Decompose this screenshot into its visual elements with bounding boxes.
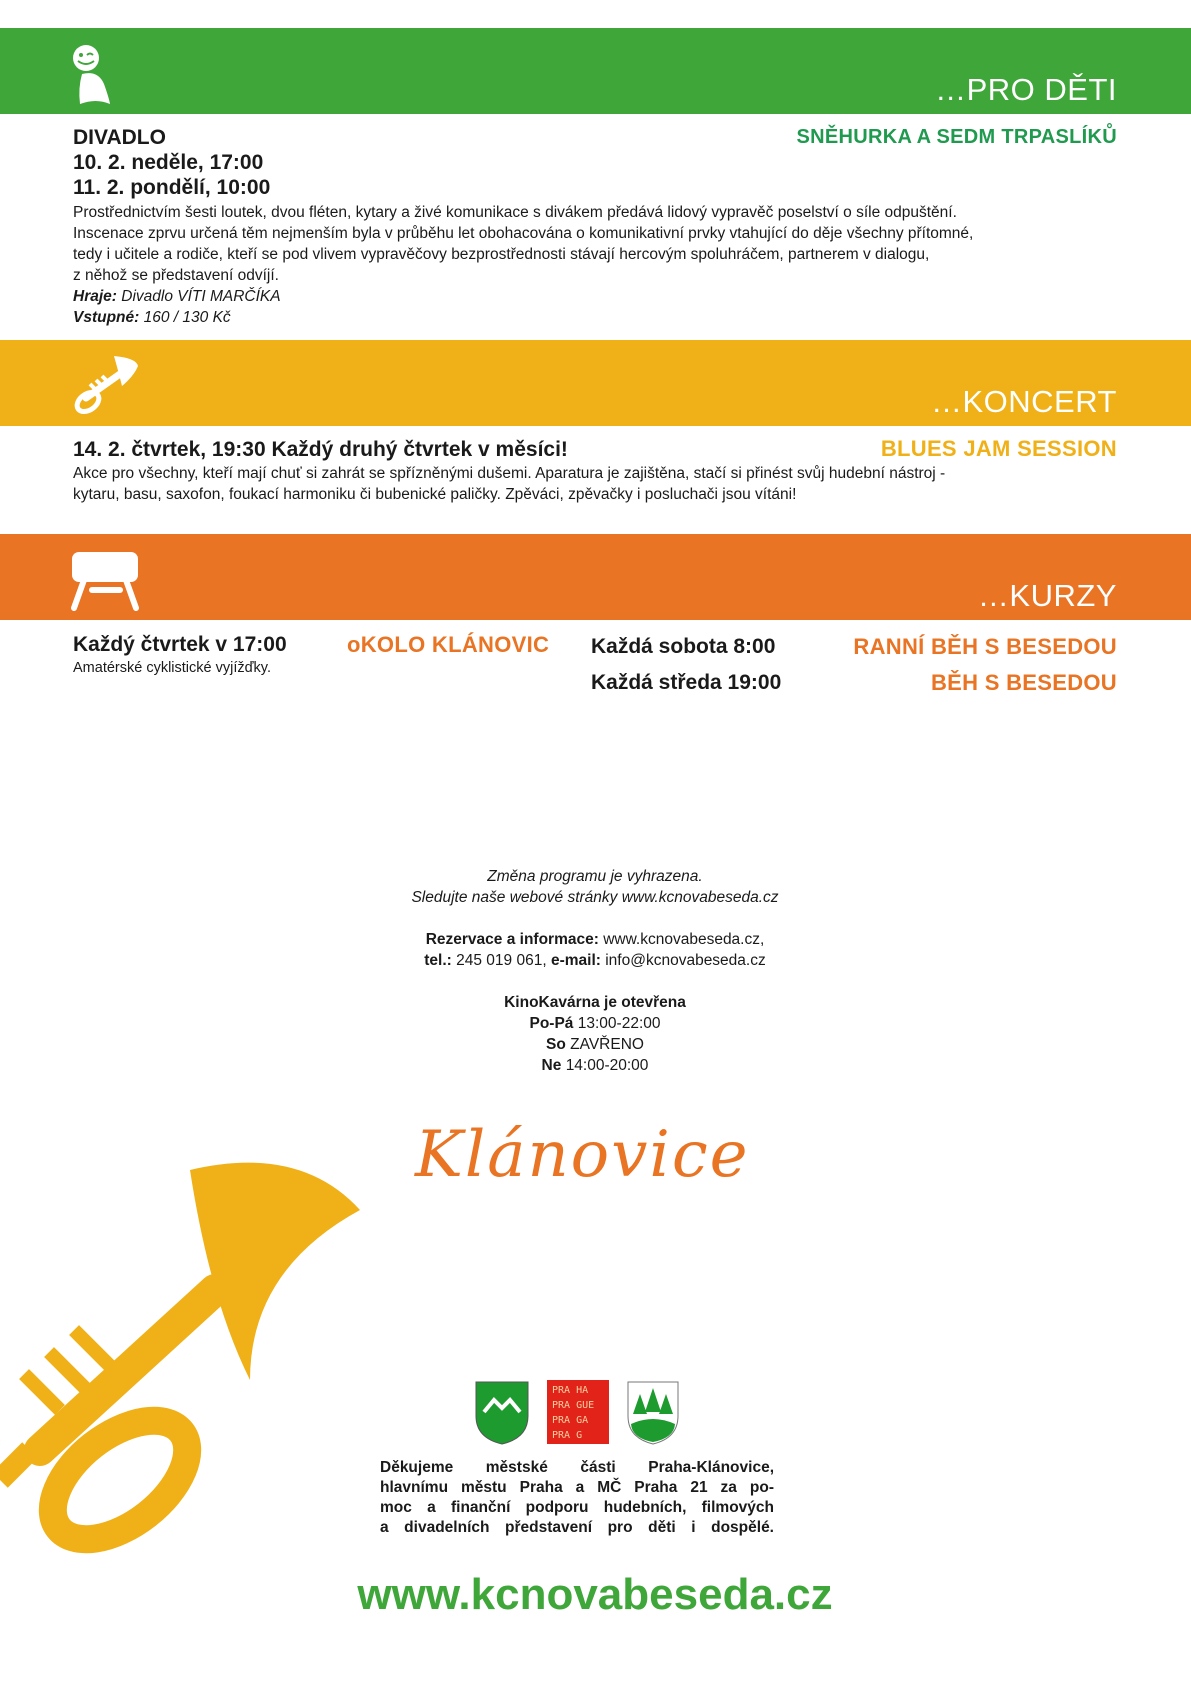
concert-when: 14. 2. čtvrtek, 19:30 Každý druhý čtvrtek v měsíci! (73, 438, 568, 461)
thanks-text (380, 1458, 774, 1538)
info-block (300, 866, 890, 1076)
hours-row-1 (300, 1013, 890, 1034)
hours-time-2: ZAVŘENO (570, 1036, 644, 1053)
hours-row-2 (300, 1034, 890, 1055)
klanovice-logo: Klánovice (415, 1118, 750, 1192)
website-link[interactable]: www.kcnovabeseda.cz (357, 1570, 833, 1619)
klanovice-coat-of-arms (474, 1380, 530, 1451)
reservation-label: Rezervace a informace: (425, 931, 599, 948)
concert-event-title: BLUES JAM SESSION (880, 436, 1117, 461)
course1-desc: Amatérské cyklistické vyjížďky. (73, 660, 271, 676)
kids-category: DIVADLO (73, 126, 166, 149)
hours-row-3 (300, 1055, 890, 1076)
kids-desc-line-2: Inscenace zprvu určená těm nejmenším byla v průběhu let obohacována o komunikativní prvky vtahující do děje všechny přítomné, (73, 225, 974, 242)
course1-title: oKOLO KLÁNOVIC (347, 632, 550, 657)
course3-title: BĚH S BESEDOU (930, 670, 1117, 695)
hours-day-2: So (546, 1036, 566, 1053)
kids-admission-label: Vstupné: (73, 309, 140, 326)
trumpet-illustration (0, 1150, 420, 1575)
band-title-kids: …PRO DĚTI (935, 72, 1117, 107)
concert-description (73, 463, 1133, 505)
kids-date-1: 10. 2. neděle, 17:00 (73, 151, 264, 174)
praha-logo (547, 1380, 609, 1444)
course2-title: RANNÍ BĚH S BESEDOU (853, 634, 1117, 659)
course2-when: Každá sobota 8:00 (591, 635, 776, 658)
kids-date-2: 11. 2. pondělí, 10:00 (73, 176, 271, 199)
cafe-title: KinoKavárna je otevřena (504, 994, 686, 1011)
hours-day-3: Ne (541, 1057, 562, 1074)
email-value: info@kcnovabeseda.cz (605, 952, 766, 969)
hours-time-1: 13:00-22:00 (577, 1015, 661, 1032)
table-icon (70, 550, 142, 617)
praha-logo-line-4: PRA G (552, 1430, 583, 1441)
kids-description (73, 202, 1133, 328)
contact-line (300, 950, 890, 971)
band-title-concert: …KONCERT (930, 384, 1117, 419)
kids-admission (73, 307, 1133, 328)
change-note: Změna programu je vyhrazena. (487, 868, 703, 885)
kids-desc-line-4: z něhož se představení odvíjí. (73, 267, 279, 284)
concert-desc-line-1: Akce pro všechny, kteří mají chuť si zahrát se spřízněnými dušemi. Aparatura je zajištěna, stačí si přinést svůj hudební nástroj - (73, 465, 946, 482)
tel-label: tel.: (424, 952, 452, 969)
courses-band (0, 534, 1191, 620)
thanks-line-1: Děkujeme městské části Praha-Klánovice, (380, 1459, 774, 1476)
course3-when: Každá středa 19:00 (591, 671, 782, 694)
kids-performer-value: Divadlo VÍTI MARČÍKA (121, 288, 281, 305)
reservation-value: www.kcnovabeseda.cz, (603, 931, 765, 948)
thanks-line-2: hlavnímu městu Praha a MČ Praha 21 za po- (380, 1479, 774, 1496)
kids-performer-label: Hraje: (73, 288, 117, 305)
kids-admission-value: 160 / 130 Kč (143, 309, 231, 326)
thanks-line-4: a divadelních představení pro děti i dospělé. (380, 1519, 774, 1536)
band-title-courses: …KURZY (977, 578, 1117, 613)
praha-logo-line-2: PRA GUE (552, 1400, 595, 1411)
kids-desc-line-3: tedy i učitele a rodiče, kteří se pod vlivem vypravěčovy bezprostřednosti stávají hercovým spoluhráčem, partnerem v dialogu, (73, 246, 930, 263)
kids-event-title: SNĚHURKA A SEDM TRPASLÍKŮ (796, 126, 1117, 148)
concert-desc-line-2: kytaru, basu, saxofon, foukací harmoniku či bubenické paličky. Zpěváci, zpěvačky i posluchači jsou vítáni! (73, 486, 797, 503)
tel-value: 245 019 061, (456, 952, 547, 969)
course1-when: Každý čtvrtek v 17:00 (73, 633, 287, 656)
trumpet-icon (70, 352, 142, 423)
email-label: e-mail: (550, 952, 601, 969)
hours-day-1: Po-Pá (529, 1015, 574, 1032)
thanks-line-3: moc a finanční podporu hudebních, filmových (380, 1499, 774, 1516)
praha-logo-line-1: PRA HA (552, 1385, 589, 1396)
praha-logo-line-3: PRA GA (552, 1415, 589, 1426)
reservation-line (300, 929, 890, 950)
follow-note: Sledujte naše webové stránky www.kcnovabeseda.cz (411, 889, 779, 906)
hours-time-3: 14:00-20:00 (565, 1057, 649, 1074)
child-icon (68, 40, 114, 111)
concert-band (0, 340, 1191, 426)
kids-desc-line-1: Prostřednictvím šesti loutek, dvou fléten, kytary a živé komunikace s divákem předává lidový vypravěč poselství o síle odpuštění. (73, 204, 957, 221)
praha21-coat-of-arms (626, 1380, 680, 1451)
kids-band (0, 28, 1191, 114)
kids-performer (73, 286, 1133, 307)
